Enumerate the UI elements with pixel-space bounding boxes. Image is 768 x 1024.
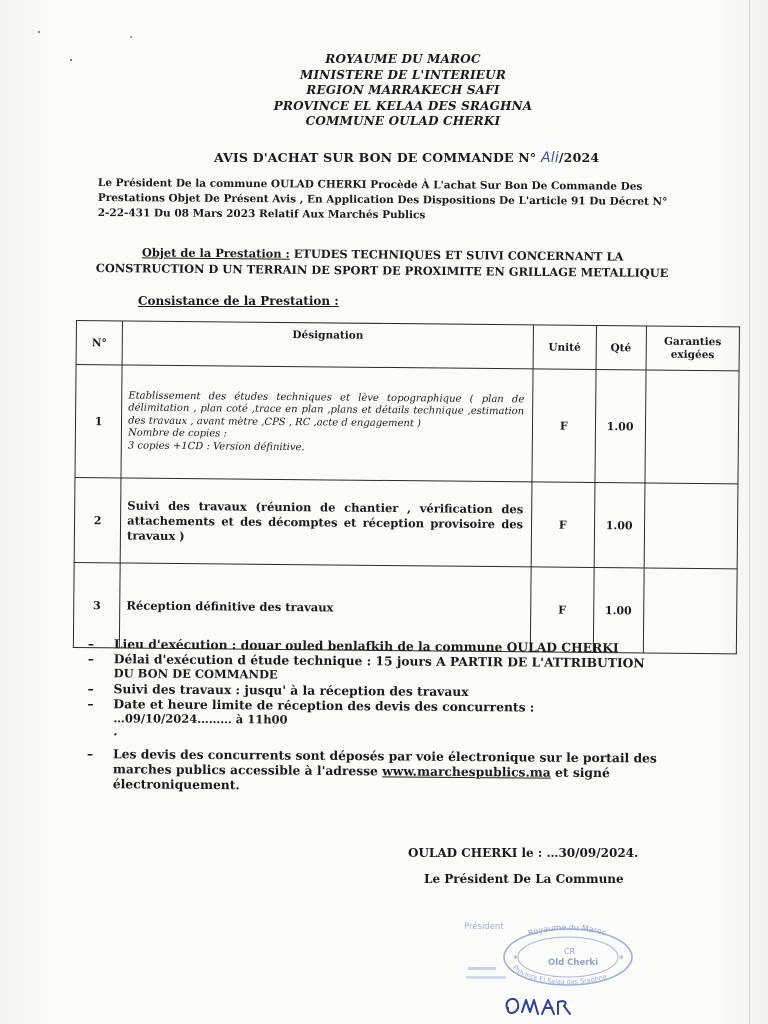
title-suffix: /2024 <box>558 150 600 165</box>
prestation-table <box>73 320 740 626</box>
header-line: REGION MARRAKECH SAFI <box>306 83 500 97</box>
row-garanties <box>644 483 738 569</box>
list-item: – Délai d'exécution d étude technique : 15 jours A PARTIR DE L'ATTRIBUTION DU BON DE COMMANDE <box>84 651 674 686</box>
page-edge <box>749 0 750 1024</box>
svg-text:Royaume du Maroc <box>527 923 607 938</box>
marchespublics-link[interactable]: www.marchespublics.ma <box>382 763 551 780</box>
designation-text: Suivi des travaux (réunion de chantier , vérification des attachements et des décomptes et réception provisoire des travaux ) <box>126 498 524 543</box>
list-item: – Les devis des concurrents sont déposés par voie électronique sur le portail des marches publics accessible à l'adresse www.marchespublics.ma et signé électroniquement. <box>87 746 657 793</box>
conditions-list <box>83 636 674 796</box>
row-unite: F <box>530 567 593 653</box>
stamp-mid1: CR <box>564 947 576 956</box>
header-line: PROVINCE EL KELAA DES SRAGHNA <box>273 98 533 113</box>
table-row <box>75 365 739 484</box>
header-line: MINISTERE DE L'INTERIEUR <box>300 67 506 82</box>
header-line: COMMUNE OULAD CHERKI <box>305 114 501 128</box>
row-unite: F <box>532 369 596 483</box>
designation-text: Réception définitive des travaux <box>126 598 334 615</box>
stamp-bottom-text: Province El Kelaa des Sraghna <box>511 963 608 987</box>
title-number: Ali <box>540 150 559 166</box>
designation-text: 3 copies +1CD : Version définitive. <box>127 440 305 453</box>
intro-paragraph: Le Président De la commune OULAD CHERKI Procède À L'achat Sur Bon De Commande Des Prestations Objet De Présent Avis , En Application Des Dispositions De L'article 91 Du Décret N° 2-22-431 Du 08 Mars 2023 Relatif Aux Marchés Publics <box>97 176 668 222</box>
stamp-side-text: Président <box>464 922 504 932</box>
consistance-label: Consistance de la Prestation : <box>138 294 339 308</box>
place-date: OULAD CHERKI le : …30/09/2024. <box>408 846 639 860</box>
stray-dot: . <box>113 723 118 739</box>
list-item: – Date et heure limite de réception des devis des concurrents : …09/10/2024……… à 11h00 <box>83 696 673 731</box>
handwritten-signature-icon <box>498 990 588 1024</box>
col-qte: Qté <box>596 325 647 369</box>
row-qte: 1.00 <box>594 482 645 567</box>
designation-text: Nombre de copies : <box>127 427 227 440</box>
col-designation: Désignation <box>122 321 533 369</box>
list-item: – Lieu d'exécution : douar ouled benlafkih de la commune OULAD CHERKI <box>87 636 619 656</box>
letterhead <box>0 52 768 130</box>
list-item: – Suivi des travaux : jusqu' à la réception des travaux <box>87 681 469 700</box>
devis-text-end: et signé électroniquement. <box>112 764 610 793</box>
row-num: 1 <box>75 365 122 478</box>
official-stamp-icon <box>460 912 640 992</box>
objet-text-line1: ETUDES TECHNIQUES ET SUIVI CONCERNANT LA <box>293 246 624 264</box>
designation-text: Etablissement des études techniques et lève topographique ( plan de délimitation , plan coté ,trace en plan ,plans et détails technique ,estimation des travaux , avant mètre ,CPS , RC ,acte d engagement ) <box>128 390 525 430</box>
delai-text: Délai d'exécution d étude technique : 15 jours A PARTIR DE L'ATTRIBUTION <box>113 651 645 671</box>
row-designation <box>120 478 532 567</box>
objet-label: Objet de la Prestation : <box>141 245 290 261</box>
row-qte: 1.00 <box>593 567 644 652</box>
title-prefix: AVIS D'ACHAT SUR BON DE COMMANDE N° <box>214 150 537 165</box>
delai-text-line2: DU BON DE COMMANDE <box>113 666 278 682</box>
row-num: 3 <box>73 562 120 647</box>
stamp-mid2: Old Cherki <box>548 958 598 968</box>
row-num: 2 <box>74 477 121 562</box>
svg-text:✶: ✶ <box>618 953 625 962</box>
col-num: N° <box>76 321 123 365</box>
document-title <box>214 150 599 166</box>
suivi-text: Suivi des travaux : jusqu' à la réception des travaux <box>113 681 469 700</box>
row-garanties <box>645 370 739 484</box>
col-garanties: Garanties exigées <box>646 326 740 371</box>
date-text-line2: …09/10/2024……… à 11h00 <box>113 711 288 727</box>
stamp-top-text: Royaume du Maroc <box>527 922 608 939</box>
lieu-text: Lieu d'exécution : douar ouled benlafkih de la commune OULAD CHERKI <box>113 636 619 656</box>
signatory-title: Le Président De La Commune <box>424 872 624 886</box>
row-qte: 1.00 <box>594 369 645 482</box>
objet-text-line2: CONSTRUCTION D UN TERRAIN DE SPORT DE PROXIMITE EN GRILLAGE METALLIQUE <box>95 260 669 280</box>
scan-speck <box>130 36 132 38</box>
table-row <box>74 477 738 568</box>
date-text: Date et heure limite de réception des devis des concurrents : <box>113 696 535 715</box>
row-designation <box>121 365 533 482</box>
svg-text:✶: ✶ <box>512 953 519 962</box>
row-unite: F <box>531 482 594 568</box>
header-line: ROYAUME DU MAROC <box>325 52 481 66</box>
devis-text: Les devis des concurrents sont déposés par voie électronique sur le portail des marches publics accessible à l'adresse <box>112 746 657 779</box>
scan-speck <box>38 31 40 33</box>
objet-section <box>96 244 696 281</box>
table-header-row <box>76 321 739 371</box>
col-unite: Unité <box>533 325 596 370</box>
